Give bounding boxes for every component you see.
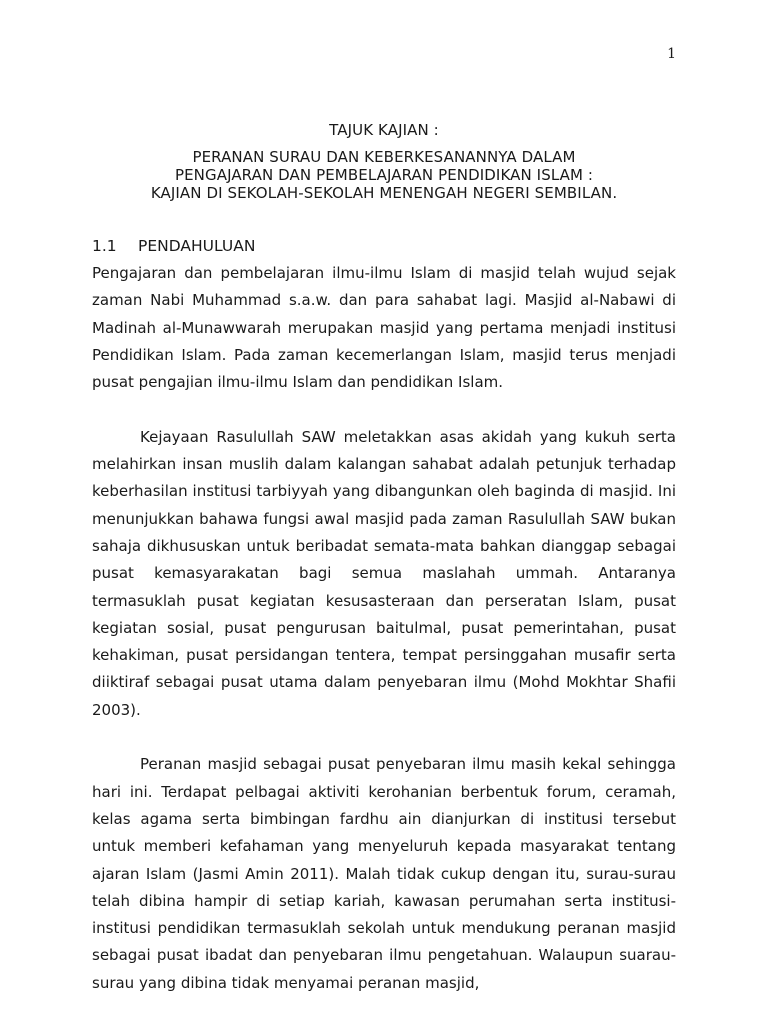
- title-label: TAJUK KAJIAN :: [329, 121, 439, 139]
- section-title: PENDAHULUAN: [138, 237, 256, 255]
- title-line-2: PENGAJARAN DAN PEMBELAJARAN PENDIDIKAN ISLAM :: [174, 166, 594, 184]
- paragraph-3: Peranan masjid sebagai pusat penyebaran ilmu masih kekal sehingga hari ini. Terdapat pelbagai aktiviti kerohanian berbentuk forum, ceramah, kelas agama serta bimbingan fardhu ain dianjurkan di institusi tersebut untuk memberi kefahaman yang menyeluruh kepada masyarakat tentang ajaran Islam (Jasmi Amin 2011). Malah tidak cukup dengan itu, surau-surau telah dibina hampir di setiap kariah, kawasan perumahan serta institusi-institusi pendidikan termasuklah sekolah untuk mendukung peranan masjid sebagai pusat ibadat dan penyebaran ilmu pengetahuan. Walaupun suarau-surau yang dibina tidak menyamai peranan masjid,: [92, 755, 676, 992]
- title-line-3: KAJIAN DI SEKOLAH-SEKOLAH MENENGAH NEGERI SEMBILAN.: [150, 184, 618, 202]
- paragraph-1: Pengajaran dan pembelajaran ilmu-ilmu Islam di masjid telah wujud sejak zaman Nabi Muhammad s.a.w. dan para sahabat lagi. Masjid al-Nabawi di Madinah al-Munawwarah merupakan masjid yang pertama menjadi institusi Pendidikan Islam. Pada zaman kecemerlangan Islam, masjid terus menjadi pusat pengajian ilmu-ilmu Islam dan pendidikan Islam.: [92, 264, 676, 392]
- page-number: 1: [667, 46, 676, 62]
- paragraph-2: Kejayaan Rasulullah SAW meletakkan asas akidah yang kukuh serta melahirkan insan muslih dalam kalangan sahabat adalah petunjuk terhadap keberhasilan institusi tarbiyyah yang dibangunkan oleh baginda di masjid. Ini menunjukkan bahawa fungsi awal masjid pada zaman Rasulullah SAW bukan sahaja dikhususkan untuk beribadat semata-mata bahkan dianggap sebagai pusat kemasyarakatan bagi semua maslahah ummah. Antaranya termasuklah pusat kegiatan kesusasteraan dan perseratan Islam, pusat kegiatan sosial, pusat pengurusan baitulmal, pusat pemerintahan, pusat kehakiman, pusat persidangan tentera, tempat persinggahan musafir serta diiktiraf sebagai pusat utama dalam penyebaran ilmu (Mohd Mokhtar Shafii 2003).: [92, 427, 676, 719]
- section-heading: [92, 237, 255, 255]
- title-block: [92, 121, 676, 202]
- body-text: [92, 260, 676, 1024]
- section-number: 1.1: [92, 237, 117, 255]
- title-line-1: PERANAN SURAU DAN KEBERKESANANNYA DALAM: [192, 148, 576, 166]
